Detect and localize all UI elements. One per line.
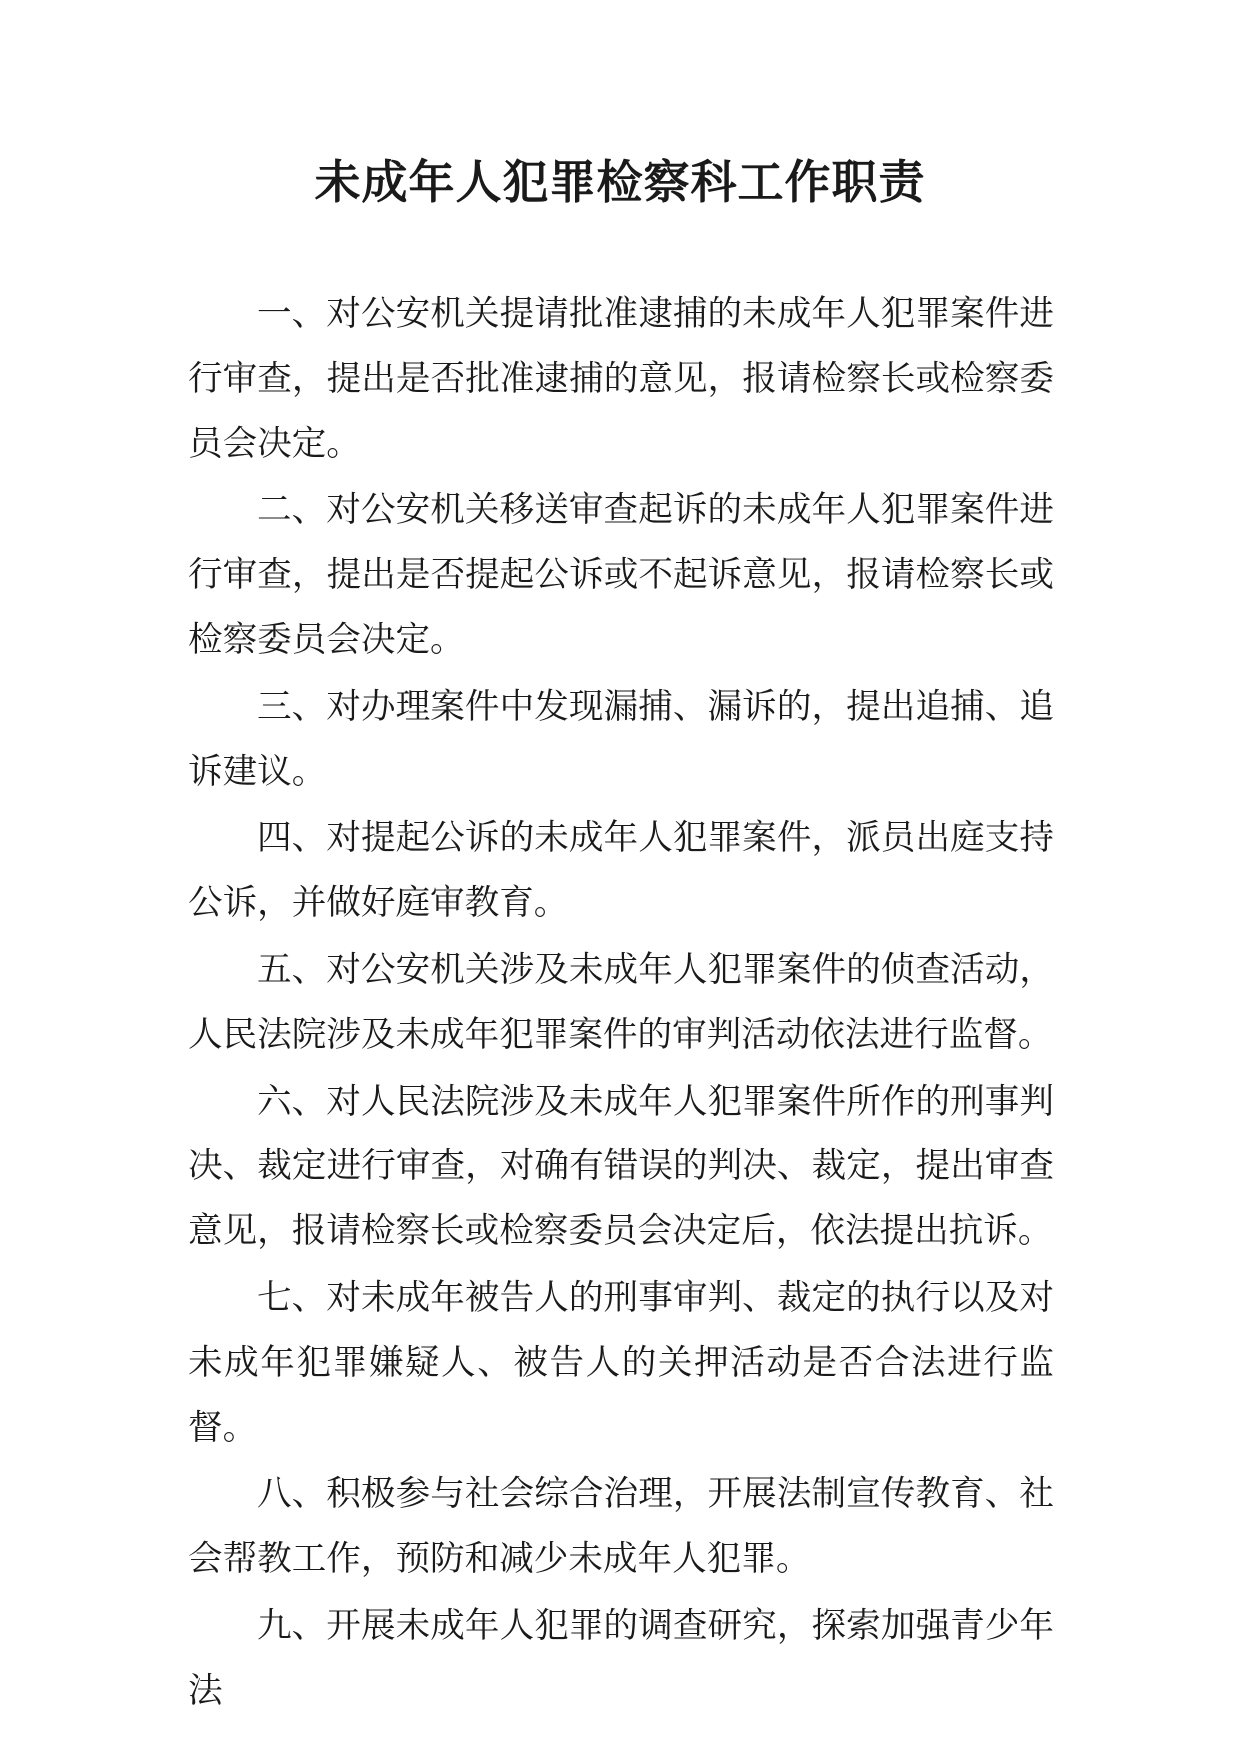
duty-item-7: 七、对未成年被告人的刑事审判、裁定的执行以及对未成年犯罪嫌疑人、被告人的关押活动是否合法进行监督。 [188, 1277, 1054, 1448]
duty-item-3: 三、对办理案件中发现漏捕、漏诉的，提出追捕、追诉建议。 [188, 686, 1054, 792]
duty-item-1: 一、对公安机关提请批准逮捕的未成年人犯罪案件进行审查，提出是否批准逮捕的意见，报请检察长或检察委员会决定。 [188, 294, 1054, 464]
duty-item-9: 九、开展未成年人犯罪的调查研究，探索加强青少年法 [188, 1605, 1054, 1711]
page-title: 未成年人犯罪检察科工作职责 [314, 155, 926, 209]
duty-item-5: 五、对公安机关涉及未成年人犯罪案件的侦查活动，人民法院涉及未成年犯罪案件的审判活动依法进行监督。 [188, 949, 1054, 1055]
duty-item-2: 二、对公安机关移送审查起诉的未成年人犯罪案件进行审查，提出是否提起公诉或不起诉意见，报请检察长或检察委员会决定。 [188, 490, 1054, 660]
duty-item-4: 四、对提起公诉的未成年人犯罪案件，派员出庭支持公诉，并做好庭审教育。 [188, 818, 1054, 924]
duty-item-6: 六、对人民法院涉及未成年人犯罪案件所作的刑事判决、裁定进行审查，对确有错误的判决、裁定，提出审查意见，报请检察长或检察委员会决定后，依法提出抗诉。 [188, 1081, 1054, 1252]
duty-item-8: 八、积极参与社会综合治理，开展法制宣传教育、社会帮教工作，预防和减少未成年人犯罪。 [188, 1474, 1054, 1580]
document-body [188, 282, 1054, 1726]
